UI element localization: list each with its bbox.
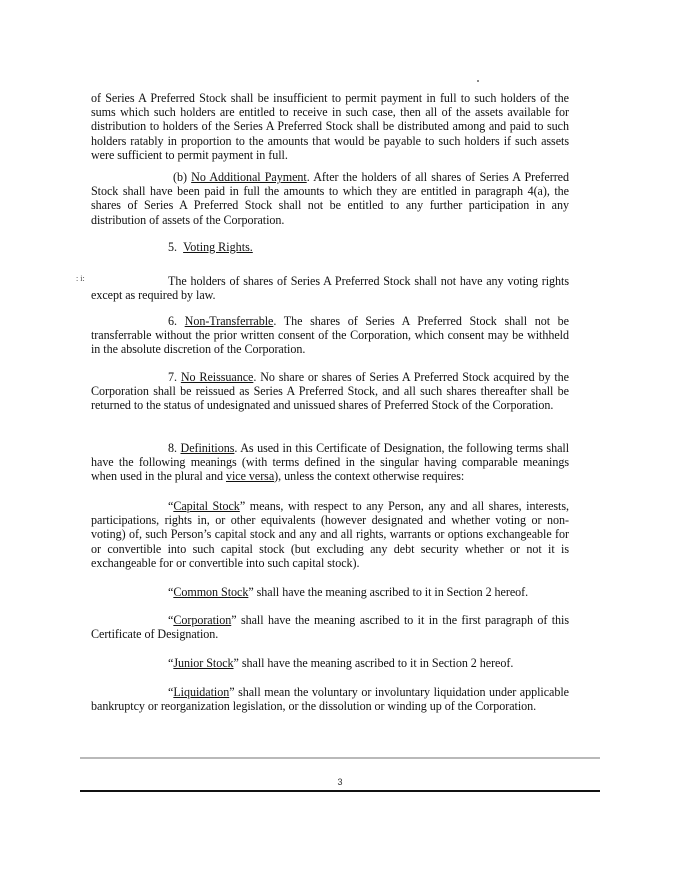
quote-open: “ bbox=[168, 613, 174, 627]
definition-term: Common Stock bbox=[173, 585, 249, 599]
section-5-number: 5. bbox=[168, 240, 178, 254]
definition-capital-stock bbox=[91, 499, 569, 570]
definition-term: Capital Stock bbox=[173, 499, 240, 513]
scan-speck bbox=[477, 80, 479, 82]
quote-close: ” bbox=[233, 656, 239, 670]
definition-liquidation bbox=[91, 685, 569, 713]
paragraph-4a-continuation: of Series A Preferred Stock shall be insufficient to permit payment in full to such holders of the sums which such holders are entitled to receive in such case, then all of the assets available for distribution to holders of the Series A Preferred Stock shall be distributed among and paid to such holders ratably in proportion to the amounts that would be payable to such holders if such assets were sufficient to permit payment in full. bbox=[91, 91, 569, 162]
section-6-text: . The shares of Series A Preferred Stock shall not be transferrable without the prior written consent of the Corporation, which consent may be withheld in the absolute discretion of the Corporation. bbox=[91, 314, 569, 357]
footer-divider-bottom bbox=[80, 790, 600, 792]
section-5-title: Voting Rights. bbox=[183, 240, 253, 254]
section-7-text: . No share or shares of Series A Preferred Stock acquired by the Corporation shall be reissued as Series A Preferred Stock, and all such shares thereafter shall be returned to the status of undesignated and unissued shares of Preferred Stock of the Corporation. bbox=[91, 370, 569, 413]
quote-open: “ bbox=[168, 685, 174, 699]
definition-common-stock bbox=[91, 585, 569, 599]
page-number: 3 bbox=[337, 777, 343, 787]
quote-open: “ bbox=[168, 585, 174, 599]
definition-term: Junior Stock bbox=[173, 656, 234, 670]
definition-term: Liquidation bbox=[173, 685, 230, 699]
section-6 bbox=[91, 314, 569, 357]
quote-open: “ bbox=[168, 499, 174, 513]
definition-text: shall mean the voluntary or involuntary liquidation under applicable bankruptcy or reorganization legislation, or the dissolution or winding up of the Corporation. bbox=[91, 685, 569, 714]
section-8-text-before: . As used in this Certificate of Designation, the following terms shall have the following meanings (with terms defined in the singular having comparable meanings when used in the plural and bbox=[91, 441, 570, 484]
paragraph-4b bbox=[91, 170, 569, 227]
definition-text: means, with respect to any Person, any and all shares, interests, participations, rights in, or other equivalents (however designated and whether voting or non-voting) of, such Person’s capital stock and any and all rights, warrants or options exchangeable for or convertible into such capital stock (but excluding any debt security whether or not it is exchangeable for or convertible into such capital stock). bbox=[91, 499, 569, 570]
section-7-number: 7. bbox=[168, 370, 177, 384]
definition-term: Corporation bbox=[173, 613, 232, 627]
quote-close: ” bbox=[229, 685, 235, 699]
paragraph-4b-label: (b) bbox=[173, 170, 187, 184]
quote-close: ” bbox=[231, 613, 237, 627]
definition-text: shall have the meaning ascribed to it in the first paragraph of this Certificate of Designation. bbox=[91, 613, 569, 642]
section-8 bbox=[91, 441, 569, 484]
paragraph-4b-text: . After the holders of all shares of Series A Preferred Stock shall have been paid in full the amounts to which they are entitled in paragraph 4(a), the shares of Series A Preferred Stock shall not be entitled to any further participation in any distribution of assets of the Corporation. bbox=[91, 170, 569, 227]
paragraph-4b-title: No Additional Payment bbox=[191, 170, 307, 184]
quote-close: ” bbox=[248, 585, 254, 599]
section-7 bbox=[91, 370, 569, 413]
scan-stray-mark: : i: bbox=[76, 274, 85, 283]
section-8-number: 8. bbox=[168, 441, 177, 455]
footer-divider-top bbox=[80, 757, 600, 759]
quote-open: “ bbox=[168, 656, 174, 670]
definition-text: shall have the meaning ascribed to it in Section 2 hereof. bbox=[253, 585, 529, 599]
definition-text: shall have the meaning ascribed to it in Section 2 hereof. bbox=[238, 656, 514, 670]
section-8-vice-versa: vice versa bbox=[225, 469, 275, 484]
section-5-body: The holders of shares of Series A Preferred Stock shall not have any voting rights except as required by law. bbox=[91, 274, 569, 303]
section-8-title: Definitions bbox=[180, 441, 235, 455]
quote-close: ” bbox=[239, 499, 246, 513]
section-8-text-after: ), unless the context otherwise requires: bbox=[274, 469, 465, 484]
section-5-heading bbox=[168, 240, 253, 255]
section-5-text bbox=[91, 274, 569, 302]
section-6-title: Non-Transferrable bbox=[184, 314, 274, 328]
definition-corporation bbox=[91, 613, 569, 641]
section-7-title: No Reissuance bbox=[180, 370, 254, 384]
definition-junior-stock bbox=[91, 656, 569, 670]
section-6-number: 6. bbox=[168, 314, 177, 328]
